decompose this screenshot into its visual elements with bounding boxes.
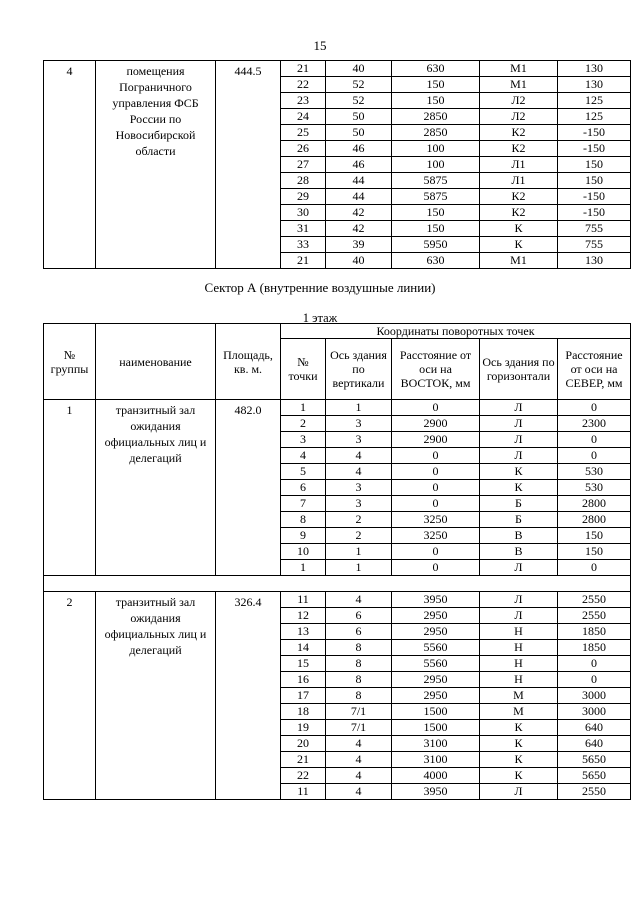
point-number: 33 [281, 237, 326, 253]
header-distance-east: Расстояние от оси на ВОСТОК, мм [392, 339, 480, 400]
coordinates-table-continuation [43, 60, 631, 269]
axis-horizontal: Л [480, 560, 558, 576]
axis-vertical: 7/1 [326, 720, 392, 736]
point-number: 15 [281, 656, 326, 672]
distance-north: 0 [558, 432, 631, 448]
distance-east: 150 [392, 93, 480, 109]
point-number: 14 [281, 640, 326, 656]
point-number: 1 [281, 560, 326, 576]
header-coordinates: Координаты поворотных точек [281, 324, 631, 339]
axis-vertical: 42 [326, 205, 392, 221]
axis-vertical: 8 [326, 640, 392, 656]
axis-horizontal: М1 [480, 77, 558, 93]
group-number: 2 [44, 592, 96, 800]
point-number: 26 [281, 141, 326, 157]
distance-east: 1500 [392, 704, 480, 720]
point-number: 22 [281, 77, 326, 93]
point-number: 12 [281, 608, 326, 624]
distance-north: 0 [558, 656, 631, 672]
axis-horizontal: Л1 [480, 173, 558, 189]
distance-east: 150 [392, 77, 480, 93]
distance-east: 0 [392, 560, 480, 576]
distance-east: 630 [392, 253, 480, 269]
axis-vertical: 1 [326, 400, 392, 416]
distance-north: -150 [558, 141, 631, 157]
distance-north: 530 [558, 464, 631, 480]
axis-horizontal: Л [480, 448, 558, 464]
distance-east: 150 [392, 205, 480, 221]
group-number: 4 [44, 61, 96, 269]
axis-horizontal: К2 [480, 205, 558, 221]
distance-east: 0 [392, 480, 480, 496]
axis-vertical: 6 [326, 624, 392, 640]
axis-horizontal: М1 [480, 253, 558, 269]
distance-north: 2550 [558, 592, 631, 608]
distance-east: 3250 [392, 528, 480, 544]
distance-north: 1850 [558, 624, 631, 640]
distance-east: 5950 [392, 237, 480, 253]
distance-east: 2950 [392, 672, 480, 688]
axis-vertical: 4 [326, 464, 392, 480]
header-point: № точки [281, 339, 326, 400]
distance-north: 1850 [558, 640, 631, 656]
axis-vertical: 2 [326, 512, 392, 528]
point-number: 1 [281, 400, 326, 416]
axis-vertical: 3 [326, 432, 392, 448]
distance-north: 755 [558, 221, 631, 237]
room-area: 482.0 [216, 400, 281, 576]
distance-north: 150 [558, 157, 631, 173]
point-number: 31 [281, 221, 326, 237]
axis-vertical: 44 [326, 189, 392, 205]
distance-north: 150 [558, 528, 631, 544]
axis-horizontal: К [480, 480, 558, 496]
point-number: 21 [281, 61, 326, 77]
distance-north: 2300 [558, 416, 631, 432]
distance-east: 0 [392, 464, 480, 480]
axis-horizontal: Л1 [480, 157, 558, 173]
page-number: 15 [313, 38, 327, 53]
axis-horizontal: М [480, 704, 558, 720]
point-number: 29 [281, 189, 326, 205]
distance-east: 5875 [392, 189, 480, 205]
distance-east: 2900 [392, 432, 480, 448]
distance-east: 3100 [392, 736, 480, 752]
axis-horizontal: К [480, 736, 558, 752]
distance-east: 3100 [392, 752, 480, 768]
distance-north: 530 [558, 480, 631, 496]
axis-vertical: 8 [326, 672, 392, 688]
axis-vertical: 3 [326, 480, 392, 496]
distance-east: 5560 [392, 656, 480, 672]
point-number: 19 [281, 720, 326, 736]
axis-vertical: 8 [326, 688, 392, 704]
distance-north: 130 [558, 61, 631, 77]
axis-horizontal: В [480, 528, 558, 544]
distance-east: 0 [392, 496, 480, 512]
distance-north: 0 [558, 672, 631, 688]
distance-north: 2800 [558, 512, 631, 528]
axis-horizontal: К [480, 464, 558, 480]
room-area: 444.5 [216, 61, 281, 269]
axis-vertical: 4 [326, 768, 392, 784]
distance-north: 0 [558, 448, 631, 464]
axis-horizontal: Л [480, 416, 558, 432]
point-number: 22 [281, 768, 326, 784]
group-separator-cell [44, 576, 631, 592]
floor-title: 1 этаж [302, 311, 338, 325]
distance-east: 2850 [392, 109, 480, 125]
room-name: помещения Пограничного управления ФСБ России по Новосибирской области [96, 61, 216, 269]
header-axis-horizontal: Ось здания по горизонтали [480, 339, 558, 400]
header-distance-north: Расстояние от оси на СЕВЕР, мм [558, 339, 631, 400]
axis-horizontal: Н [480, 672, 558, 688]
distance-east: 100 [392, 141, 480, 157]
axis-horizontal: К [480, 768, 558, 784]
axis-horizontal: К [480, 720, 558, 736]
point-number: 18 [281, 704, 326, 720]
axis-vertical: 4 [326, 592, 392, 608]
axis-vertical: 4 [326, 784, 392, 800]
distance-north: 3000 [558, 688, 631, 704]
distance-north: 150 [558, 544, 631, 560]
distance-east: 3250 [392, 512, 480, 528]
distance-east: 150 [392, 221, 480, 237]
axis-vertical: 4 [326, 448, 392, 464]
axis-vertical: 3 [326, 496, 392, 512]
distance-east: 2950 [392, 624, 480, 640]
axis-horizontal: Л2 [480, 93, 558, 109]
distance-east: 3950 [392, 784, 480, 800]
distance-east: 2850 [392, 125, 480, 141]
distance-east: 630 [392, 61, 480, 77]
point-number: 16 [281, 672, 326, 688]
distance-east: 2900 [392, 416, 480, 432]
axis-horizontal: Б [480, 496, 558, 512]
point-number: 28 [281, 173, 326, 189]
point-number: 5 [281, 464, 326, 480]
distance-north: 2550 [558, 784, 631, 800]
axis-horizontal: М [480, 688, 558, 704]
axis-horizontal: Н [480, 640, 558, 656]
axis-horizontal: Л [480, 592, 558, 608]
axis-vertical: 50 [326, 109, 392, 125]
axis-horizontal: В [480, 544, 558, 560]
header-group: № группы [44, 324, 96, 400]
axis-horizontal: К2 [480, 189, 558, 205]
distance-north: 640 [558, 720, 631, 736]
distance-north: 125 [558, 93, 631, 109]
distance-north: 2800 [558, 496, 631, 512]
distance-north: 0 [558, 400, 631, 416]
distance-north: 0 [558, 560, 631, 576]
point-number: 11 [281, 592, 326, 608]
distance-east: 1500 [392, 720, 480, 736]
axis-vertical: 42 [326, 221, 392, 237]
distance-north: 3000 [558, 704, 631, 720]
axis-horizontal: К2 [480, 141, 558, 157]
distance-east: 3950 [392, 592, 480, 608]
point-number: 7 [281, 496, 326, 512]
distance-north: 150 [558, 173, 631, 189]
axis-horizontal: К [480, 221, 558, 237]
distance-north: -150 [558, 125, 631, 141]
group-separator [44, 576, 631, 592]
point-number: 13 [281, 624, 326, 640]
distance-north: -150 [558, 189, 631, 205]
distance-east: 0 [392, 400, 480, 416]
axis-horizontal: Н [480, 624, 558, 640]
axis-vertical: 4 [326, 752, 392, 768]
axis-horizontal: Л [480, 608, 558, 624]
point-number: 17 [281, 688, 326, 704]
axis-vertical: 1 [326, 544, 392, 560]
axis-horizontal: Л [480, 400, 558, 416]
point-number: 30 [281, 205, 326, 221]
axis-horizontal: Н [480, 656, 558, 672]
distance-east: 0 [392, 448, 480, 464]
axis-vertical: 3 [326, 416, 392, 432]
axis-vertical: 40 [326, 253, 392, 269]
distance-north: 5650 [558, 752, 631, 768]
axis-horizontal: К2 [480, 125, 558, 141]
point-number: 6 [281, 480, 326, 496]
axis-horizontal: К [480, 752, 558, 768]
axis-vertical: 40 [326, 61, 392, 77]
room-name: транзитный зал ожидания официальных лиц и делегаций [96, 592, 216, 800]
point-number: 21 [281, 253, 326, 269]
distance-north: 755 [558, 237, 631, 253]
distance-east: 2950 [392, 688, 480, 704]
distance-north: 125 [558, 109, 631, 125]
distance-east: 5875 [392, 173, 480, 189]
axis-vertical: 52 [326, 93, 392, 109]
point-number: 9 [281, 528, 326, 544]
distance-east: 2950 [392, 608, 480, 624]
distance-north: 130 [558, 253, 631, 269]
coordinates-table [43, 323, 631, 800]
axis-vertical: 6 [326, 608, 392, 624]
axis-horizontal: Л [480, 784, 558, 800]
axis-vertical: 7/1 [326, 704, 392, 720]
axis-vertical: 2 [326, 528, 392, 544]
distance-east: 4000 [392, 768, 480, 784]
distance-north: 640 [558, 736, 631, 752]
point-number: 10 [281, 544, 326, 560]
axis-horizontal: К [480, 237, 558, 253]
table-row [44, 61, 631, 77]
point-number: 27 [281, 157, 326, 173]
room-area: 326.4 [216, 592, 281, 800]
distance-north: 5650 [558, 768, 631, 784]
distance-north: 130 [558, 77, 631, 93]
room-name: транзитный зал ожидания официальных лиц и делегаций [96, 400, 216, 576]
point-number: 21 [281, 752, 326, 768]
point-number: 11 [281, 784, 326, 800]
point-number: 24 [281, 109, 326, 125]
point-number: 2 [281, 416, 326, 432]
distance-east: 5560 [392, 640, 480, 656]
axis-vertical: 52 [326, 77, 392, 93]
point-number: 3 [281, 432, 326, 448]
axis-horizontal: М1 [480, 61, 558, 77]
axis-vertical: 8 [326, 656, 392, 672]
table-row [44, 592, 631, 608]
point-number: 20 [281, 736, 326, 752]
axis-vertical: 4 [326, 736, 392, 752]
header-area: Площадь, кв. м. [216, 324, 281, 400]
point-number: 25 [281, 125, 326, 141]
axis-vertical: 50 [326, 125, 392, 141]
point-number: 4 [281, 448, 326, 464]
table-row [44, 400, 631, 416]
distance-north: 2550 [558, 608, 631, 624]
header-name: наименование [96, 324, 216, 400]
axis-horizontal: Б [480, 512, 558, 528]
point-number: 8 [281, 512, 326, 528]
axis-vertical: 46 [326, 157, 392, 173]
header-axis-vertical: Ось здания по вертикали [326, 339, 392, 400]
distance-north: -150 [558, 205, 631, 221]
sector-title: Сектор А (внутренние воздушные линии) [204, 280, 436, 295]
axis-horizontal: Л2 [480, 109, 558, 125]
group-number: 1 [44, 400, 96, 576]
axis-vertical: 1 [326, 560, 392, 576]
axis-vertical: 39 [326, 237, 392, 253]
point-number: 23 [281, 93, 326, 109]
distance-east: 100 [392, 157, 480, 173]
axis-vertical: 44 [326, 173, 392, 189]
distance-east: 0 [392, 544, 480, 560]
axis-horizontal: Л [480, 432, 558, 448]
axis-vertical: 46 [326, 141, 392, 157]
